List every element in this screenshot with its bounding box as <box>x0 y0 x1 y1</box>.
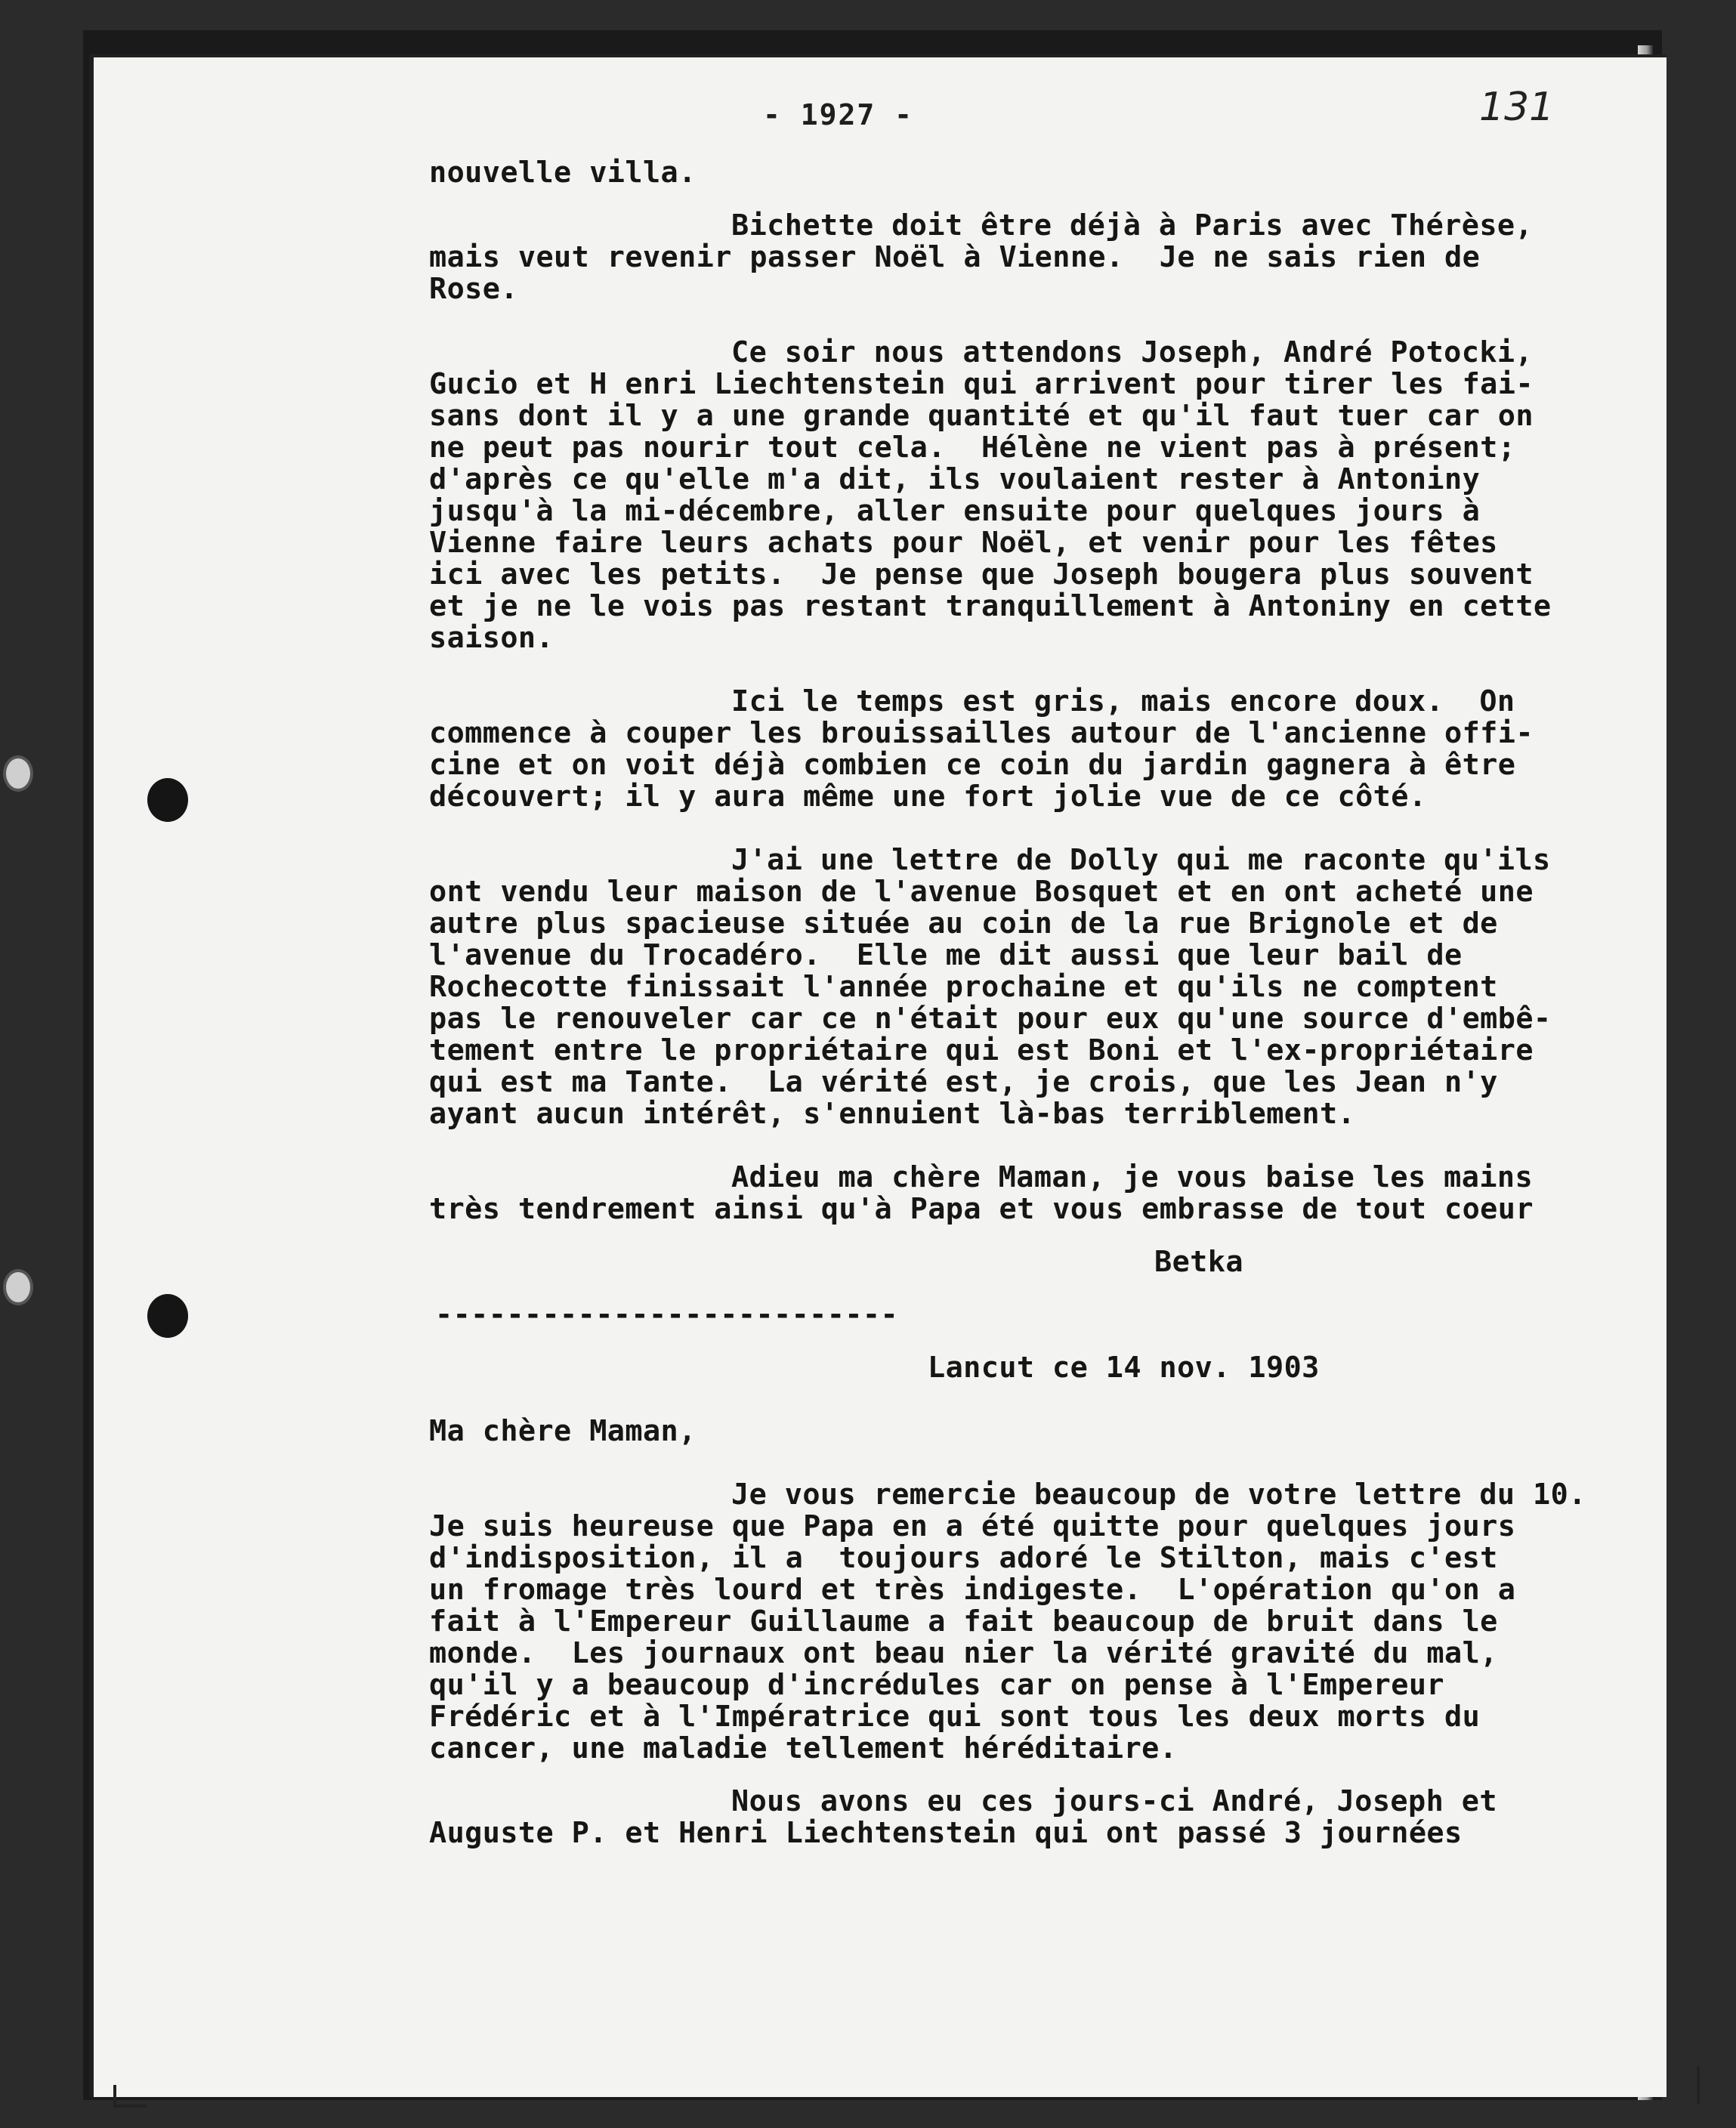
text-line: très tendrement ainsi qu'à Papa et vous embrasse de tout coeur <box>429 1192 1534 1226</box>
punch-hole-icon <box>147 778 188 822</box>
text-line: commence à couper les brouissailles autour de l'ancienne offi- <box>429 716 1534 750</box>
text-line: ont vendu leur maison de l'avenue Bosquet et en ont acheté une <box>429 875 1534 909</box>
text-line: cine et on voit déjà combien ce coin du jardin gagnera à être <box>429 748 1516 782</box>
text-line: Ici le temps est gris, mais encore doux. On <box>731 684 1515 718</box>
text-line: pas le renouveler car ce n'était pour eux qu'une source d'embê- <box>429 1002 1552 1036</box>
signature: Betka <box>1154 1245 1243 1279</box>
text-line: et je ne le vois pas restant tranquillement à Antoniny en cette <box>429 589 1552 623</box>
crop-mark <box>1689 2066 1700 2104</box>
text-line: Rochecotte finissait l'année prochaine et qu'ils ne comptent <box>429 970 1498 1004</box>
text-line: jusqu'à la mi-décembre, aller ensuite pour quelques jours à <box>429 494 1481 528</box>
text-line: sans dont il y a une grande quantité et qu'il faut tuer car on <box>429 399 1534 433</box>
separator-rule: -------------------------- <box>435 1298 899 1332</box>
folio-number: 131 <box>1479 85 1555 130</box>
text-line: tement entre le propriétaire qui est Boni et l'ex-propriétaire <box>429 1033 1534 1067</box>
text-line: ici avec les petits. Je pense que Joseph bougera plus souvent <box>429 557 1534 591</box>
punch-hole-icon <box>147 1294 188 1338</box>
letter-body <box>429 157 1638 1849</box>
paragraph-gap <box>429 1278 1638 1299</box>
paragraph-gap <box>429 813 1638 845</box>
salutation: Ma chère Maman, <box>429 1414 697 1448</box>
text-line: Adieu ma chère Maman, je vous baise les mains <box>731 1160 1534 1194</box>
text-line: Bichette doit être déjà à Paris avec Thérèse, <box>731 208 1534 242</box>
text-line: d'indisposition, il a toujours adoré le Stilton, mais c'est <box>429 1541 1498 1575</box>
paragraph-gap <box>429 305 1638 337</box>
paragraph-gap <box>429 1130 1638 1162</box>
paragraph-gap <box>429 1331 1638 1352</box>
text-line: Gucio et H enri Liechtenstein qui arrivent pour tirer les fai- <box>429 367 1534 401</box>
text-line: découvert; il y aura même une fort jolie vue de ce côté. <box>429 780 1427 814</box>
text-line: mais veut revenir passer Noël à Vienne. Je ne sais rien de <box>429 240 1481 274</box>
text-line: nouvelle villa. <box>429 156 697 190</box>
text-line: qui est ma Tante. La vérité est, je crois, que les Jean n'y <box>429 1065 1498 1099</box>
paragraph-gap <box>429 1225 1638 1246</box>
text-line: Ce soir nous attendons Joseph, André Potocki, <box>731 335 1534 369</box>
text-line: Vienne faire leurs achats pour Noël, et venir pour les fêtes <box>429 526 1498 560</box>
text-line: un fromage très lourd et très indigeste. L'opération qu'on a <box>429 1573 1516 1607</box>
text-line: qu'il y a beaucoup d'incrédules car on pense à l'Empereur <box>429 1668 1445 1702</box>
binder-clip-icon <box>3 1269 33 1305</box>
text-line: autre plus spacieuse située au coin de la rue Brignole et de <box>429 906 1498 940</box>
text-line: l'avenue du Trocadéro. Elle me dit aussi que leur bail de <box>429 938 1463 972</box>
text-line: Nous avons eu ces jours-ci André, Joseph et <box>731 1784 1497 1818</box>
text-line: Rose. <box>429 272 518 306</box>
paragraph-gap <box>429 1447 1638 1479</box>
text-line: monde. Les journaux ont beau nier la vérité gravité du mal, <box>429 1636 1498 1670</box>
text-line: ne peut pas nourir tout cela. Hélène ne vient pas à présent; <box>429 431 1516 465</box>
letter-date: Lancut ce 14 nov. 1903 <box>928 1351 1320 1385</box>
crop-mark <box>113 2085 147 2108</box>
paragraph-gap <box>429 189 1638 210</box>
text-line: fait à l'Empereur Guillaume a fait beaucoup de bruit dans le <box>429 1604 1498 1638</box>
text-line: cancer, une maladie tellement héréditaire. <box>429 1731 1178 1765</box>
text-line: d'après ce qu'elle m'a dit, ils voulaient rester à Antoniny <box>429 462 1481 496</box>
binder-clip-icon <box>3 755 33 792</box>
paragraph-gap <box>429 1384 1638 1416</box>
text-line: Je vous remercie beaucoup de votre lettre du 10. <box>731 1478 1586 1512</box>
paragraph-gap <box>429 654 1638 686</box>
text-line: Je suis heureuse que Papa en a été quitte pour quelques jours <box>429 1509 1516 1543</box>
text-line: J'ai une lettre de Dolly qui me raconte qu'ils <box>731 843 1551 877</box>
text-line: Auguste P. et Henri Liechtenstein qui ont passé 3 journées <box>429 1816 1463 1850</box>
text-line: Frédéric et à l'Impératrice qui sont tous les deux morts du <box>429 1700 1481 1734</box>
paragraph-gap <box>429 1765 1638 1786</box>
text-line: ayant aucun intérêt, s'ennuient là-bas terriblement. <box>429 1097 1356 1131</box>
page-number: - 1927 - <box>763 98 914 131</box>
text-line: saison. <box>429 621 554 655</box>
